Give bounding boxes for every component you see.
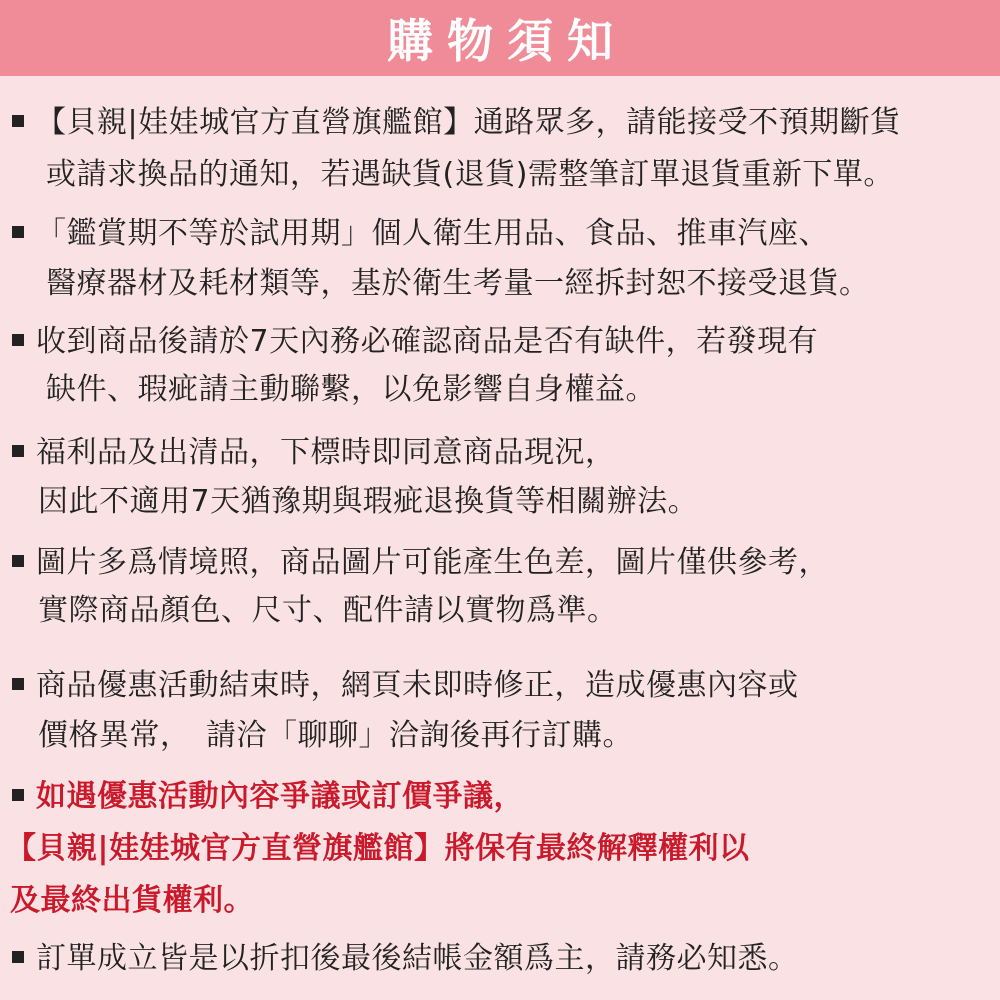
notice-text: 訂單成立皆是以折扣後最後結帳金額爲主，請務必知悉。 [36, 941, 799, 976]
notice-text: 「鑑賞期不等於試用期」個人衛生用品、食品、推車汽座、 [36, 216, 829, 251]
square-bullet-icon [12, 115, 24, 127]
notice-4-line-1 [12, 433, 616, 473]
square-bullet-icon [12, 951, 24, 963]
square-bullet-icon [12, 678, 24, 690]
notice-1-line-1 [12, 103, 901, 143]
notice-7-line-3: 及最終出貨權利。 [10, 883, 254, 918]
notice-7-line-1 [12, 777, 524, 817]
notice-8-line-1 [12, 939, 799, 979]
notice-5-line-1 [12, 543, 829, 583]
square-bullet-icon [12, 445, 24, 457]
notice-6-line-2: 價格異常， 請洽「聊聊」洽詢後再行訂購。 [38, 718, 633, 753]
header-banner [0, 0, 1000, 76]
notice-1-line-2: 或請求換品的通知，若遇缺貨(退貨)需整筆訂單退貨重新下單。 [46, 157, 894, 192]
notice-text: 【貝親|娃娃城官方直營旗艦館】通路眾多，請能接受不預期斷貨 [36, 105, 901, 140]
notice-text: 福利品及出清品，下標時即同意商品現況， [36, 435, 616, 470]
square-bullet-icon [12, 555, 24, 567]
notice-7-line-2: 【貝親|娃娃城官方直營旗艦館】將保有最終解釋權利以 [6, 831, 750, 866]
notice-text: 商品優惠活動結束時，網頁未即時修正，造成優惠內容或 [36, 668, 799, 703]
notice-text: 圖片多爲情境照，商品圖片可能產生色差，圖片僅供參考， [36, 545, 829, 580]
notice-3-line-2: 缺件、瑕疵請主動聯繫，以免影響自身權益。 [46, 372, 656, 407]
notice-6-line-1 [12, 666, 799, 706]
notice-3-line-1 [12, 322, 818, 362]
page-title: 購物須知 [387, 14, 627, 68]
notice-text: 收到商品後請於7天內務必確認商品是否有缺件，若發現有 [36, 324, 819, 359]
square-bullet-icon [12, 226, 24, 238]
notice-5-line-2: 實際商品顏色、尺寸、配件請以實物爲準。 [38, 593, 618, 628]
notice-text: 如遇優惠活動內容爭議或訂價爭議， [36, 779, 524, 814]
notice-2-line-1 [12, 214, 829, 254]
square-bullet-icon [12, 334, 24, 346]
notice-2-line-2: 醫療器材及耗材類等，基於衛生考量一經拆封恕不接受退貨。 [46, 266, 870, 301]
square-bullet-icon [12, 789, 24, 801]
notice-4-line-2: 因此不適用7天猶豫期與瑕疵退換貨等相關辦法。 [38, 484, 699, 519]
